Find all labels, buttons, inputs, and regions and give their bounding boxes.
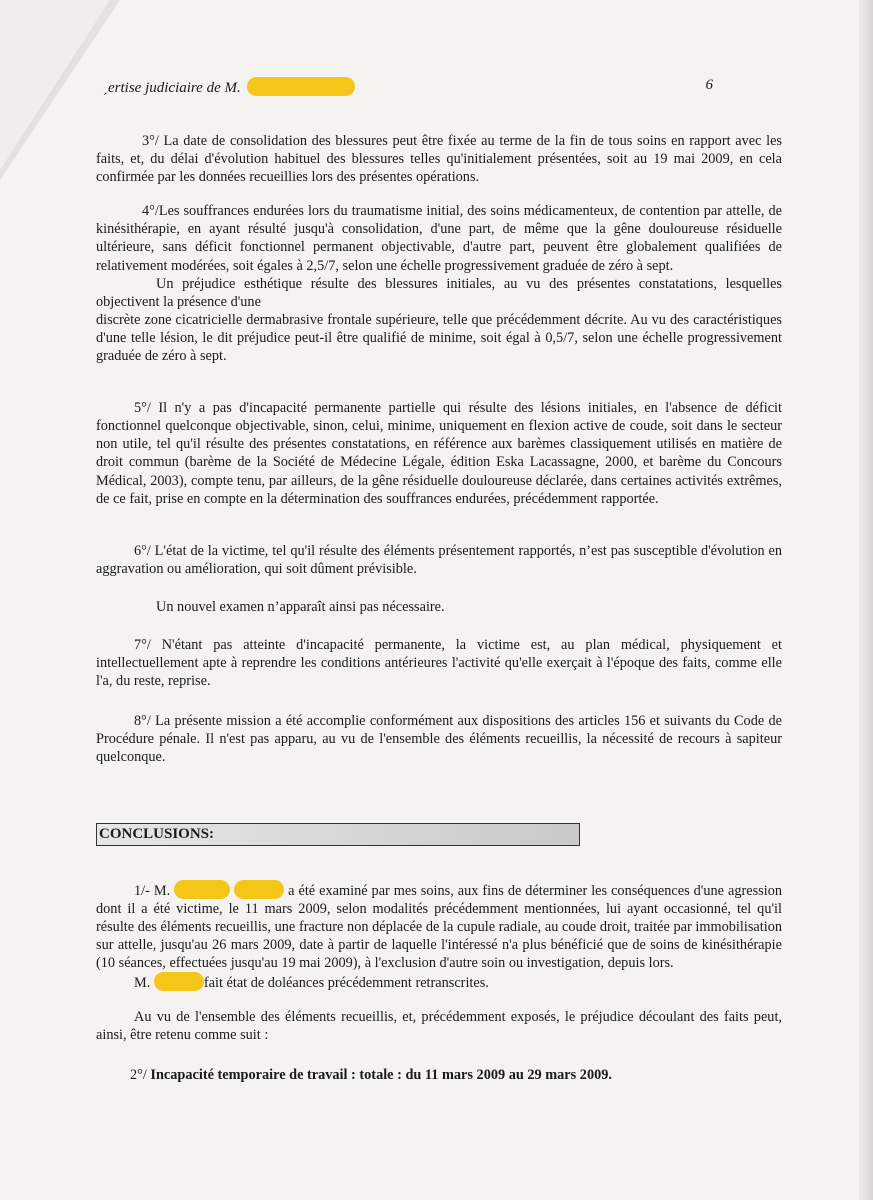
paragraph-5: 5°/ Il n'y a pas d'incapacité permanente partielle qui résulte des lésions initiales, en l'absence de déficit fonctionnel quelconque objectivable, sinon, celui, minime, uniquement en flexion active de coude, soit dans le secteur non utile, tel qu'il résulte des présentes constatations, en référence aux barèmes classiquement utilisés en matière de droit commun (barème de la Société de Médecine Légale, édition Eska Lacassagne, 2000, et barème du Concours Médical, 2003), compte tenu, par ailleurs, de la gêne résiduelle douloureuse déclarée, dans certaines activités extrêmes, de ce fait, prise en compte en la détermination des souffrances endurées, précédemment rapportée. [96,400,782,507]
conclusion-intro: Au vu de l'ensemble des éléments recueillis, et, précédemment exposés, le préjudice découlant des faits peut, ainsi, être retenu comme suit : [96,1009,782,1044]
conclusion-1: 1/- M. a été examiné par mes soins, aux fins de déterminer les conséquences d'une agression dont il a été victime, le 11 mars 2009, selon modalités précédemment mentionnées, lui ayant occasionné, tel qu'il résulte des éléments recueillis, une fracture non déplacée de la cupule radiale, au coude droit, traitée par immobilisation sur attelle, jusqu'au 26 mars 2009, date à partir de laquelle l'intéressé n'a plus bénéficié que de soins de kinésithérapie (10 séances, effectuées jusqu'au 19 mai 2009), à l'exclusion d'autre soin ou investigation, depuis lors. [96,880,782,972]
document-body [96,132,782,1084]
paragraph-6b: Un nouvel examen n’apparaît ainsi pas nécessaire. [156,598,445,615]
paragraph-7: 7°/ N'étant pas atteinte d'incapacité permanente, la victime est, au plan médical, physiquement et intellectuellement apte à reprendre les conditions antérieures l'activité qu'elle exerçait à l'époque des faits, comme elle l'a, du reste, reprise. [96,636,782,690]
paragraph-4: 4°/Les souffrances endurées lors du traumatisme initial, des soins médicamenteux, de contention par attelle, de kinésithérapie, en ayant résulté jusqu'à consolidation, d'une part, de même que la gêne douloureuse résiduelle ultérieure, sans déficit fonctionnel permanent objectivable, d'autre part, peuvent être globalement qualifiées de relativement modérées, soit égales à 2,5/7, selon une échelle progressivement graduée de zéro à sept. [96,203,782,274]
page-number: 6 [705,77,713,93]
scan-edge-shadow [859,0,873,1200]
paragraph-8: 8°/ La présente mission a été accomplie conformément aux dispositions des articles 156 et suivants du Code de Procédure pénale. Il n'est pas apparu, au vu de l'ensemble des éléments recueillis, la nécessité de recours à sapiteur quelconque. [96,713,782,766]
conclusion-1b: M. fait état de doléances précédemment retranscrites. [96,972,782,992]
folded-corner [0,0,110,170]
paragraph-3: 3°/ La date de consolidation des blessures peut être fixée au terme de la fin de tous soins en rapport avec les faits, et, du délai d'évolution habituel des blessures telles qu'initialement présentées, soit au 19 mai 2009, en cela confirmée par les données recueillies lors des présentes opérations. [96,133,782,186]
conclusion-2: 2°/ Incapacité temporaire de travail : totale : du 11 mars 2009 au 29 mars 2009. [130,1067,612,1084]
conclusions-heading: CONCLUSIONS: [96,823,580,846]
redaction-mark [247,77,355,96]
redaction-mark [174,880,230,899]
paragraph-4b-line2: discrète zone cicatricielle dermabrasive frontale supérieure, telle que précédemment décrite. Au vu des caractéristiques d'une telle lésion, le dit préjudice peut-il être qualifié de minime, soit égal à 0,5/7, selon une échelle progressivement graduée de zéro à sept. [96,311,782,365]
redaction-mark [234,880,284,899]
page-header [103,77,713,99]
paragraph-6: 6°/ L'état de la victime, tel qu'il résulte des éléments présentement rapportés, n’est pas susceptible d'évolution en aggravation ou amélioration, qui soit dûment prévisible. [96,542,782,577]
paragraph-4b-line1: Un préjudice esthétique résulte des blessures initiales, au vu des présentes constatations, lesquelles objectivent la présence d'une [96,275,782,310]
redaction-mark [154,972,204,991]
header-title: ˏertise judiciaire de M. [103,77,355,97]
